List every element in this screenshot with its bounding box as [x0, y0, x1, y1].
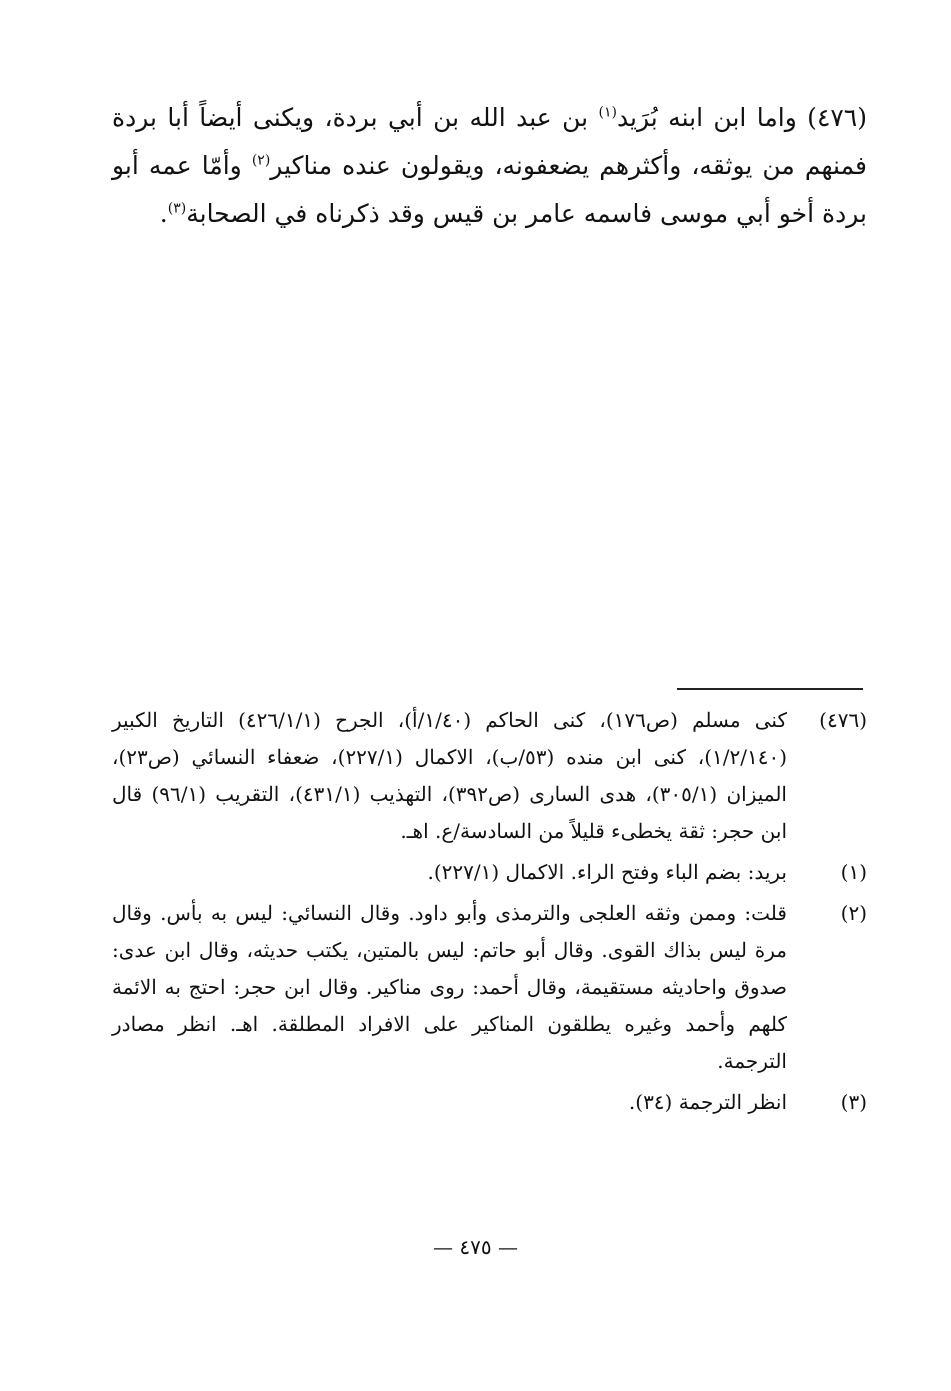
footnotes-section — [112, 702, 867, 1125]
entry-text-part: . — [159, 199, 168, 228]
entry-paragraph — [112, 94, 867, 238]
footnote-item — [112, 1084, 867, 1121]
footnote-item — [112, 854, 867, 891]
footnote-number: (١) — [840, 860, 867, 884]
footnote-separator — [677, 688, 863, 690]
entry-text-part: وأمّا عمه أبو بردة أخو أبي موسى فاسمه عامر بن قيس وقد ذكرناه في الصحابة — [112, 151, 867, 228]
footnote-item — [112, 702, 867, 850]
footnote-number: (٣) — [840, 1090, 867, 1114]
entry-text-part: بن عبد الله بن أبي بردة، ويكنى أيضاً أبا بردة فمنهم من يوثقه، وأكثرهم يضعفونه، ويقولون عنده مناكير — [112, 103, 867, 180]
entry-text-part: واما ابن ابنه بُرَيد — [616, 103, 808, 132]
footnote-ref-3[interactable]: (٣) — [167, 200, 187, 217]
footnote-text: انظر الترجمة (٣٤). — [628, 1090, 787, 1114]
footnote-text: بريد: بضم الباء وفتح الراء. الاكمال (٢٢٧/١). — [427, 860, 787, 884]
footnote-text: كنى مسلم (ص١٧٦)، كنى الحاكم (١/٤٠/أ)، الجرح (٤٢٦/١/١) التاريخ الكبير (١/٢/١٤٠)، كنى ابن منده (٥٣/ب)، الاكمال (٢٢٧/١)، ضعفاء النسائي (ص٢٣)، الميزان (٣٠٥/١)، هدى السارى (ص٣٩٢)، التهذيب (٤٣١/١)، التقريب (٩٦/١) قال ابن حجر: ثقة يخطىء قليلاً من السادسة/ع. اهـ. — [112, 708, 787, 843]
footnote-ref-1[interactable]: (١) — [598, 104, 617, 121]
footnote-text: قلت: وممن وثقه العلجى والترمذى وأبو داود. وقال النسائي: ليس به بأس. وقال مرة ليس بذاك القوى. وقال أبو حاتم: ليس بالمتين، يكتب حديثه، وقال ابن عدى: صدوق واحاديثه مستقيمة، وقال أحمد: روى مناكير. وقال ابن حجر: احتج به الائمة كلهم وأحمد وغيره يطلقون المناكير على الافراد المطلقة. اهـ. انظر مصادر الترجمة. — [112, 901, 787, 1073]
footnote-number: (٢) — [840, 901, 867, 925]
footnote-number: (٤٧٦) — [819, 708, 867, 732]
footnote-item — [112, 895, 867, 1080]
footnote-ref-2[interactable]: (٢) — [251, 152, 271, 169]
main-text — [112, 94, 867, 238]
page-number: — ٤٧٥ — — [433, 1235, 518, 1259]
entry-number: (٤٧٦) — [807, 103, 867, 132]
